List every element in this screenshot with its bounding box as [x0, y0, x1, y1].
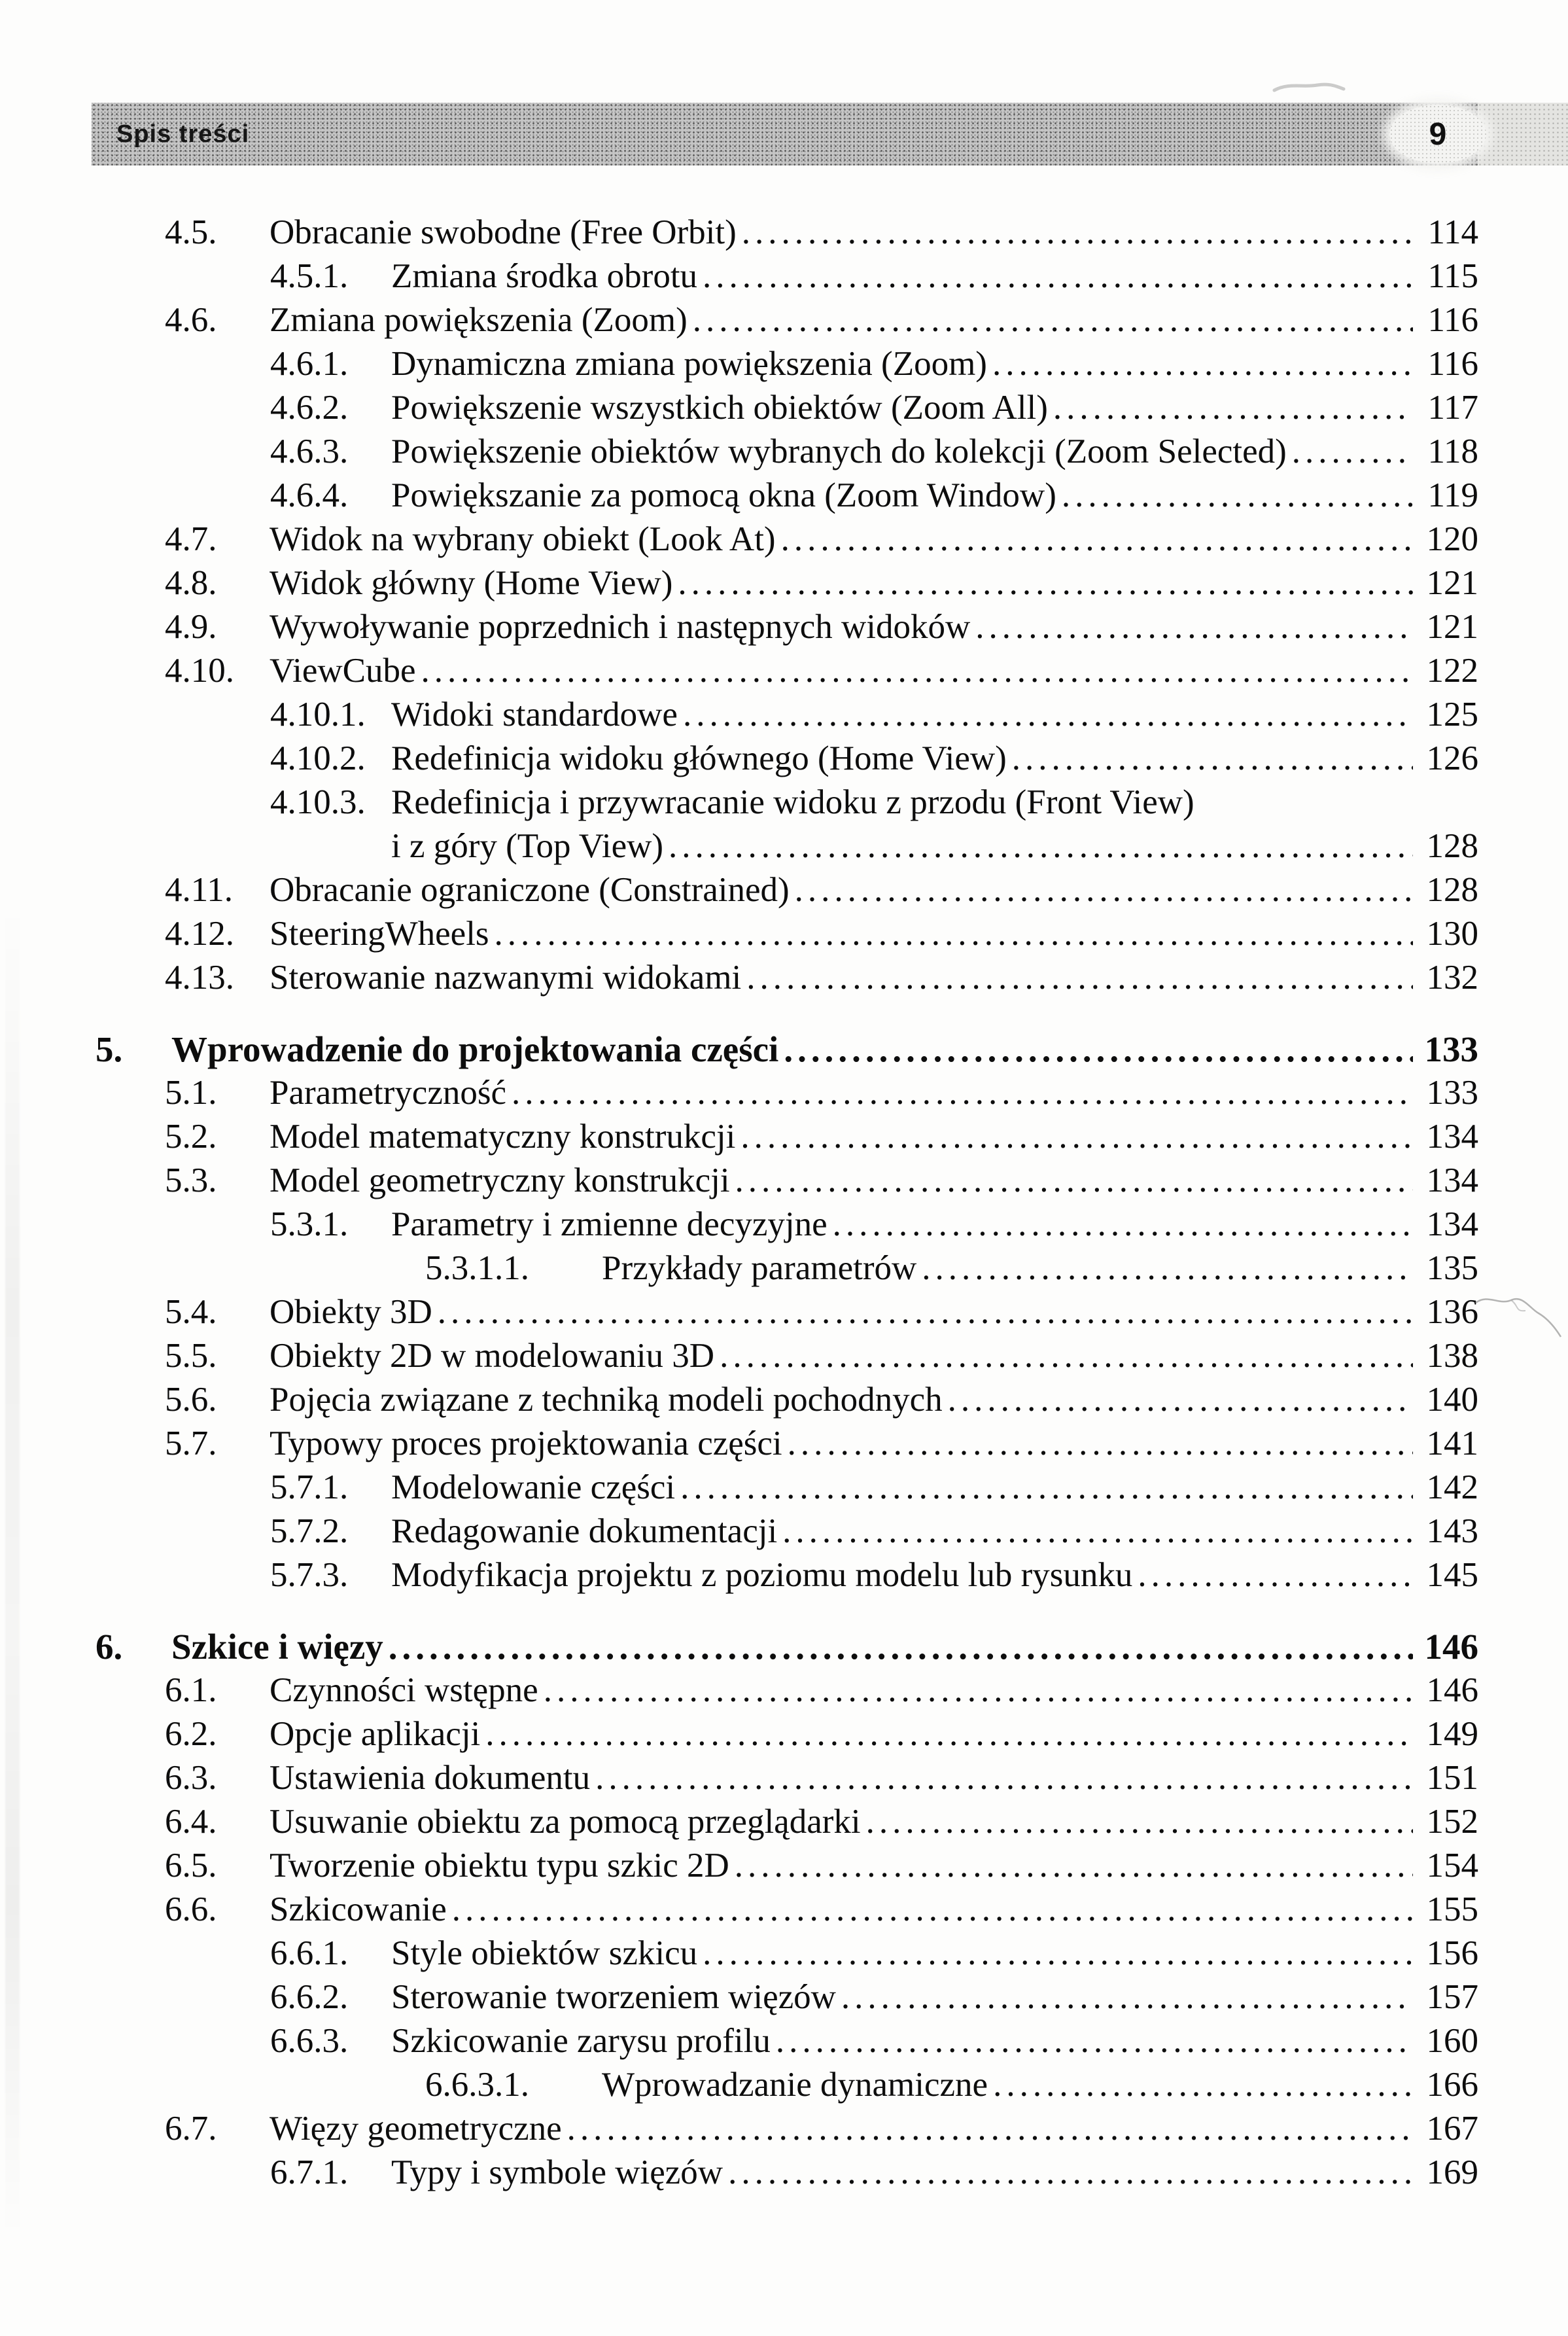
toc-entry-number: 6.6.3. — [270, 2022, 349, 2060]
toc-entry-title: Widok na wybrany obiekt (Look At) — [270, 520, 776, 558]
toc-entry — [0, 1756, 1478, 1800]
toc-entry — [0, 912, 1478, 956]
toc-entry-number: 5.6. — [165, 1381, 217, 1419]
toc-page-number: 128 — [1426, 827, 1478, 865]
toc-leader-dots — [866, 1800, 1413, 1844]
toc-page-number: 169 — [1426, 2153, 1478, 2191]
toc-page-number: 122 — [1426, 652, 1478, 690]
toc-list — [0, 211, 1478, 2195]
pen-scribble-artifact — [1473, 1286, 1568, 1351]
toc-entry-title: Redefinicja i przywracanie widoku z przodu (Front View) — [391, 783, 1194, 821]
toc-page-number: 149 — [1426, 1715, 1478, 1753]
toc-leader-dots — [1062, 474, 1413, 518]
toc-entry-title: Obracanie swobodne (Free Orbit) — [270, 213, 737, 251]
toc-entry-title: Szkicowanie — [270, 1890, 447, 1928]
toc-entry-number: 4.11. — [165, 871, 234, 909]
toc-entry-title: Widok główny (Home View) — [270, 564, 673, 602]
toc-leader-dots — [742, 211, 1413, 255]
toc-entry-number: 4.10.3. — [270, 783, 366, 821]
toc-leader-dots — [740, 1115, 1413, 1159]
toc-entry-title: Obiekty 3D — [270, 1293, 432, 1331]
toc-entry — [0, 956, 1478, 1000]
toc-entry-number: 6.2. — [165, 1715, 217, 1753]
page-header-bar — [92, 103, 1568, 166]
toc-leader-dots — [781, 518, 1413, 561]
toc-entry-number: 6.7.1. — [270, 2153, 349, 2191]
toc-entry-title: Modelowanie części — [391, 1468, 676, 1506]
toc-page-number: 134 — [1426, 1205, 1478, 1243]
toc-entry — [0, 1466, 1478, 1510]
toc-leader-dots — [992, 342, 1413, 386]
toc-entry-number: 5.4. — [165, 1293, 217, 1331]
toc-entry — [0, 649, 1478, 693]
toc-leader-dots — [922, 1247, 1413, 1290]
toc-entry — [0, 1290, 1478, 1334]
toc-entry-number: 6.6.2. — [270, 1978, 349, 2016]
toc-entry-title: Redefinicja widoku głównego (Home View) — [391, 739, 1007, 777]
toc-entry — [0, 2063, 1478, 2107]
page-number-badge — [1389, 105, 1486, 164]
toc-leader-dots — [703, 1932, 1413, 1975]
toc-entry-title: Ustawienia dokumentu — [270, 1759, 591, 1797]
toc-entry-number: 6.5. — [165, 1847, 217, 1885]
toc-entry-title: Tworzenie obiektu typu szkic 2D — [270, 1847, 729, 1885]
toc-page-number: 146 — [1424, 1627, 1478, 1667]
toc-entry-number: 5.3.1.1. — [425, 1249, 529, 1287]
toc-entry-title: Więzy geometryczne — [270, 2110, 562, 2148]
toc-page-number: 115 — [1427, 257, 1478, 295]
toc-entry-number: 5.1. — [165, 1074, 217, 1112]
toc-page-number: 146 — [1426, 1671, 1478, 1709]
toc-entry-number: 6.6.3.1. — [425, 2066, 529, 2104]
toc-page-number: 121 — [1426, 564, 1478, 602]
toc-leader-dots — [678, 561, 1413, 605]
toc-entry — [0, 342, 1478, 386]
toc-entry-number: 4.6. — [165, 301, 217, 339]
toc-entry-number: 5.3.1. — [270, 1205, 349, 1243]
left-edge-scan-streak — [5, 903, 20, 2238]
toc-entry-number: 4.9. — [165, 608, 217, 646]
toc-entry-title: Wywoływanie poprzednich i następnych widoków — [270, 608, 971, 646]
toc-entry-number: 4.5.1. — [270, 257, 349, 295]
toc-entry — [0, 474, 1478, 518]
toc-entry-number: 6.7. — [165, 2110, 217, 2148]
toc-entry-title: Zmiana powiększenia (Zoom) — [270, 301, 688, 339]
toc-entry — [0, 1975, 1478, 2019]
toc-entry-title: Redagowanie dokumentacji — [391, 1512, 778, 1550]
toc-page-number: 134 — [1426, 1161, 1478, 1199]
toc-entry-title: Typy i symbole więzów — [391, 2153, 723, 2191]
toc-leader-dots — [452, 1888, 1413, 1932]
toc-page-number: 141 — [1426, 1425, 1478, 1462]
toc-page-number: 143 — [1426, 1512, 1478, 1550]
header-bar-light-end — [1478, 103, 1568, 166]
toc-entry-number: 5. — [96, 1029, 123, 1069]
toc-entry-number: 6.6.1. — [270, 1934, 349, 1972]
toc-entry — [0, 211, 1478, 255]
toc-leader-dots — [683, 693, 1413, 737]
page-number: 9 — [1429, 116, 1447, 152]
toc-page-number: 136 — [1426, 1293, 1478, 1331]
toc-leader-dots — [735, 1159, 1413, 1203]
toc-entry-number: 5.5. — [165, 1337, 217, 1375]
toc-page-number: 152 — [1426, 1803, 1478, 1841]
pencil-mark-artifact — [1269, 73, 1348, 99]
toc-entry — [0, 2107, 1478, 2151]
toc-entry-title: SteeringWheels — [270, 915, 489, 953]
toc-leader-dots — [485, 1712, 1413, 1756]
toc-page-number: 160 — [1426, 2022, 1478, 2060]
toc-leader-dots — [776, 2019, 1413, 2063]
toc-entry-number: 4.6.3. — [270, 433, 349, 470]
toc-entry-title: Obracanie ograniczone (Constrained) — [270, 871, 790, 909]
toc-entry-title: i z góry (Top View) — [391, 827, 664, 865]
toc-page-number: 114 — [1427, 213, 1478, 251]
toc-leader-dots — [1053, 386, 1413, 430]
toc-entry-number: 4.7. — [165, 520, 217, 558]
toc-page-number: 118 — [1427, 433, 1478, 470]
toc-page-number: 135 — [1426, 1249, 1478, 1287]
toc-entry-title: Wprowadzenie do projektowania części — [171, 1029, 779, 1069]
toc-entry-number: 4.6.1. — [270, 345, 349, 383]
toc-entry-number: 6.6. — [165, 1890, 217, 1928]
toc-leader-dots — [795, 868, 1413, 912]
toc-entry — [0, 1422, 1478, 1466]
toc-leader-dots — [680, 1466, 1413, 1510]
toc-page-number: 156 — [1426, 1934, 1478, 1972]
toc-leader-dots — [544, 1669, 1413, 1712]
toc-page-number: 126 — [1426, 739, 1478, 777]
toc-entry-number: 5.7.1. — [270, 1468, 349, 1506]
toc-entry-title: Typowy proces projektowania części — [270, 1425, 782, 1462]
toc-leader-dots — [833, 1203, 1413, 1247]
toc-leader-dots — [669, 824, 1413, 868]
toc-page-number: 142 — [1426, 1468, 1478, 1506]
toc-entry — [0, 1553, 1478, 1597]
toc-leader-dots — [728, 2151, 1413, 2195]
toc-leader-dots — [595, 1756, 1413, 1800]
toc-leader-dots — [389, 1625, 1413, 1669]
toc-entry — [0, 2019, 1478, 2063]
toc-page-number: 132 — [1426, 959, 1478, 997]
toc-entry-title: Style obiektów szkicu — [391, 1934, 698, 1972]
toc-page-number: 151 — [1426, 1759, 1478, 1797]
toc-leader-dots — [975, 605, 1413, 649]
toc-entry-title: Usuwanie obiektu za pomocą przeglądarki — [270, 1803, 861, 1841]
toc-leader-dots — [1138, 1553, 1413, 1597]
toc-entry — [0, 868, 1478, 912]
toc-entry — [0, 1247, 1478, 1290]
toc-page-number: 121 — [1426, 608, 1478, 646]
toc-entry-title: Szkicowanie zarysu profilu — [391, 2022, 771, 2060]
toc-entry — [0, 1932, 1478, 1975]
toc-leader-dots — [784, 1027, 1413, 1071]
toc-entry — [0, 605, 1478, 649]
toc-entry — [0, 1159, 1478, 1203]
toc-entry-title: Opcje aplikacji — [270, 1715, 481, 1753]
toc-entry — [0, 1625, 1478, 1669]
toc-entry-number: 6.1. — [165, 1671, 217, 1709]
toc-leader-dots — [720, 1334, 1413, 1378]
toc-entry-number: 6.3. — [165, 1759, 217, 1797]
toc-page-number: 128 — [1426, 871, 1478, 909]
toc-entry-title: Powiększanie za pomocą okna (Zoom Window) — [391, 476, 1056, 514]
toc-entry-number: 5.7. — [165, 1425, 217, 1462]
toc-entry-title: Widoki standardowe — [391, 696, 678, 734]
toc-page-number: 133 — [1426, 1074, 1478, 1112]
toc-leader-dots — [567, 2107, 1413, 2151]
toc-entry-number: 5.3. — [165, 1161, 217, 1199]
toc-page-number: 125 — [1426, 696, 1478, 734]
toc-entry — [0, 1888, 1478, 1932]
toc-entry-title: Powiększenie wszystkich obiektów (Zoom All) — [391, 389, 1048, 427]
page-title: Spis treści — [116, 120, 250, 148]
toc-entry-title: ViewCube — [270, 652, 416, 690]
toc-page-number: 140 — [1426, 1381, 1478, 1419]
toc-entry-number: 4.8. — [165, 564, 217, 602]
toc-entry — [0, 737, 1478, 781]
toc-entry — [0, 1510, 1478, 1553]
toc-leader-dots — [512, 1071, 1413, 1115]
toc-entry-continuation — [0, 824, 1478, 868]
toc-leader-dots — [438, 1290, 1413, 1334]
toc-entry-number: 4.5. — [165, 213, 217, 251]
toc-page-number: 154 — [1426, 1847, 1478, 1885]
toc-page-number: 145 — [1426, 1556, 1478, 1594]
toc-entry-title: Sterowanie tworzeniem więzów — [391, 1978, 836, 2016]
toc-entry-title: Czynności wstępne — [270, 1671, 538, 1709]
toc-leader-dots — [782, 1510, 1413, 1553]
toc-entry — [0, 386, 1478, 430]
toc-entry — [0, 298, 1478, 342]
toc-page-number: 130 — [1426, 915, 1478, 953]
toc-entry — [0, 518, 1478, 561]
toc-entry-title: Sterowanie nazwanymi widokami — [270, 959, 742, 997]
toc-entry-number: 6.4. — [165, 1803, 217, 1841]
toc-entry — [0, 1115, 1478, 1159]
toc-entry-title: Parametry i zmienne decyzyjne — [391, 1205, 828, 1243]
toc-entry — [0, 2151, 1478, 2195]
toc-page-number: 155 — [1426, 1890, 1478, 1928]
toc-page-number: 119 — [1427, 476, 1478, 514]
toc-entry — [0, 1712, 1478, 1756]
toc-entry-title: Wprowadzanie dynamiczne — [602, 2066, 988, 2104]
toc-entry-title: Szkice i więzy — [171, 1627, 383, 1667]
toc-leader-dots — [735, 1844, 1413, 1888]
toc-entry-title: Pojęcia związane z techniką modeli pochodnych — [270, 1381, 943, 1419]
toc-entry — [0, 781, 1478, 824]
toc-leader-dots — [703, 255, 1413, 298]
toc-page-number: 120 — [1426, 520, 1478, 558]
toc-entry — [0, 1203, 1478, 1247]
toc-leader-dots — [788, 1422, 1413, 1466]
toc-entry — [0, 1844, 1478, 1888]
toc-entry — [0, 430, 1478, 474]
toc-entry-number: 5.7.3. — [270, 1556, 349, 1594]
toc-entry — [0, 561, 1478, 605]
toc-entry-number: 5.2. — [165, 1118, 217, 1156]
toc-leader-dots — [1012, 737, 1413, 781]
toc-entry-title: Powiększenie obiektów wybranych do kolekcji (Zoom Selected) — [391, 433, 1287, 470]
toc-entry — [0, 1334, 1478, 1378]
toc-leader-dots — [495, 912, 1413, 956]
toc-entry — [0, 1669, 1478, 1712]
toc-entry-title: Model matematyczny konstrukcji — [270, 1118, 736, 1156]
toc-entry-number: 4.6.2. — [270, 389, 349, 427]
toc-entry-title: Przykłady parametrów — [602, 1249, 917, 1287]
toc-entry — [0, 1800, 1478, 1844]
toc-entry — [0, 693, 1478, 737]
toc-entry — [0, 255, 1478, 298]
toc-page-number: 166 — [1426, 2066, 1478, 2104]
toc-page-number: 157 — [1426, 1978, 1478, 2016]
toc-page-number: 167 — [1426, 2110, 1478, 2148]
toc-leader-dots — [948, 1378, 1413, 1422]
toc-page-number: 134 — [1426, 1118, 1478, 1156]
toc-entry — [0, 1378, 1478, 1422]
toc-entry-title: Modyfikacja projektu z poziomu modelu lub rysunku — [391, 1556, 1133, 1594]
toc-entry-title: Zmiana środka obrotu — [391, 257, 698, 295]
toc-entry-number: 4.12. — [165, 915, 234, 953]
toc-entry-number: 4.10.1. — [270, 696, 366, 734]
toc-leader-dots — [993, 2063, 1413, 2107]
toc-entry-number: 4.13. — [165, 959, 234, 997]
toc-entry-title: Parametryczność — [270, 1074, 506, 1112]
toc-page-number: 117 — [1427, 389, 1478, 427]
toc-entry-title: Dynamiczna zmiana powiększenia (Zoom) — [391, 345, 987, 383]
toc-entry — [0, 1027, 1478, 1071]
toc-entry-number: 4.6.4. — [270, 476, 349, 514]
toc-leader-dots — [841, 1975, 1413, 2019]
toc-entry-title: Model geometryczny konstrukcji — [270, 1161, 730, 1199]
toc-leader-dots — [421, 649, 1414, 693]
toc-page-number: 133 — [1424, 1029, 1478, 1069]
toc-leader-dots — [746, 956, 1413, 1000]
toc-entry — [0, 1071, 1478, 1115]
toc-entry-number: 4.10. — [165, 652, 234, 690]
toc-leader-dots — [1292, 430, 1413, 474]
toc-leader-dots — [693, 298, 1413, 342]
toc-entry-number: 4.10.2. — [270, 739, 366, 777]
toc-page-number: 116 — [1427, 301, 1478, 339]
toc-entry-number: 6. — [96, 1627, 123, 1667]
toc-entry-number: 5.7.2. — [270, 1512, 349, 1550]
toc-page-number: 138 — [1426, 1337, 1478, 1375]
toc-entry-title: Obiekty 2D w modelowaniu 3D — [270, 1337, 715, 1375]
toc-page-number: 116 — [1427, 345, 1478, 383]
